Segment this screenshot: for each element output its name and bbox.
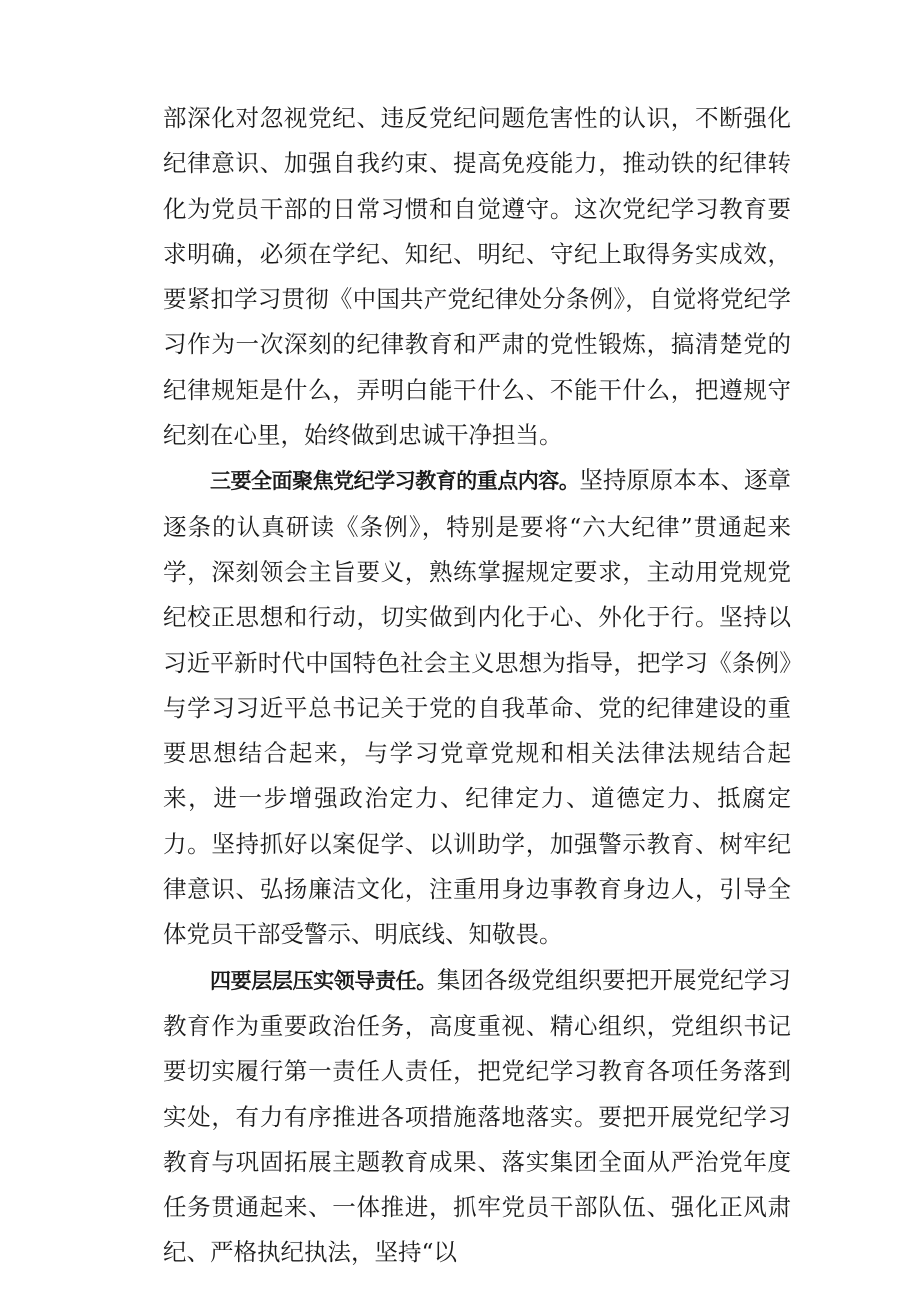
paragraph-3-text: 集团各级党组织要把开展党纪学习教育作为重要政治任务，高度重视、精心组织，党组织书记要切实履行第一责任人责任，把党纪学习教育各项任务落到实处，有力有序推进各项措施落地落实。要把开展党纪学习教育与巩固拓展主题教育成果、落实集团全面从严治党年度任务贯通起来、一体推进，抓牢党员干部队伍、强化正风肃纪、严格执纪执法，坚持“以 (163, 965, 792, 1267)
paragraph-1 (163, 96, 791, 458)
paragraph-2-heading: 三要全面聚焦党纪学习教育的重点内容。 (210, 469, 580, 494)
paragraph-2 (163, 458, 791, 957)
paragraph-3-heading: 四要层层压实领导责任。 (210, 968, 437, 993)
paragraph-1-text: 部深化对忽视党纪、违反党纪问题危害性的认识，不断强化纪律意识、加强自我约束、提高免疫能力，推动铁的纪律转化为党员干部的日常习惯和自觉遵守。这次党纪学习教育要求明确，必须在学纪、知纪、明纪、守纪上取得务实成效，要紧扣学习贯彻《中国共产党纪律处分条例》，自觉将党纪学习作为一次深刻的纪律教育和严肃的党性锻炼，搞清楚党的纪律规矩是什么，弄明白能干什么、不能干什么，把遵规守纪刻在心里，始终做到忠诚干净担当。 (163, 104, 791, 450)
paragraph-2-text: 坚持原原本本、逐章逐条的认真研读《条例》，特别是要将“六大纪律”贯通起来学，深刻领会主旨要义，熟练掌握规定要求，主动用党规党纪校正思想和行动，切实做到内化于心、外化于行。坚持以习近平新时代中国特色社会主义思想为指导，把学习《条例》与学习习近平总书记关于党的自我革命、党的纪律建设的重要思想结合起来，与学习党章党规和相关法律法规结合起来，进一步增强政治定力、纪律定力、道德定力、抵腐定力。坚持抓好以案促学、以训助学，加强警示教育、树牢纪律意识、弘扬廉洁文化，注重用身边事教育身边人，引导全体党员干部受警示、明底线、知敬畏。 (163, 466, 792, 949)
paragraph-3 (163, 958, 791, 1276)
document-page (163, 96, 791, 1276)
